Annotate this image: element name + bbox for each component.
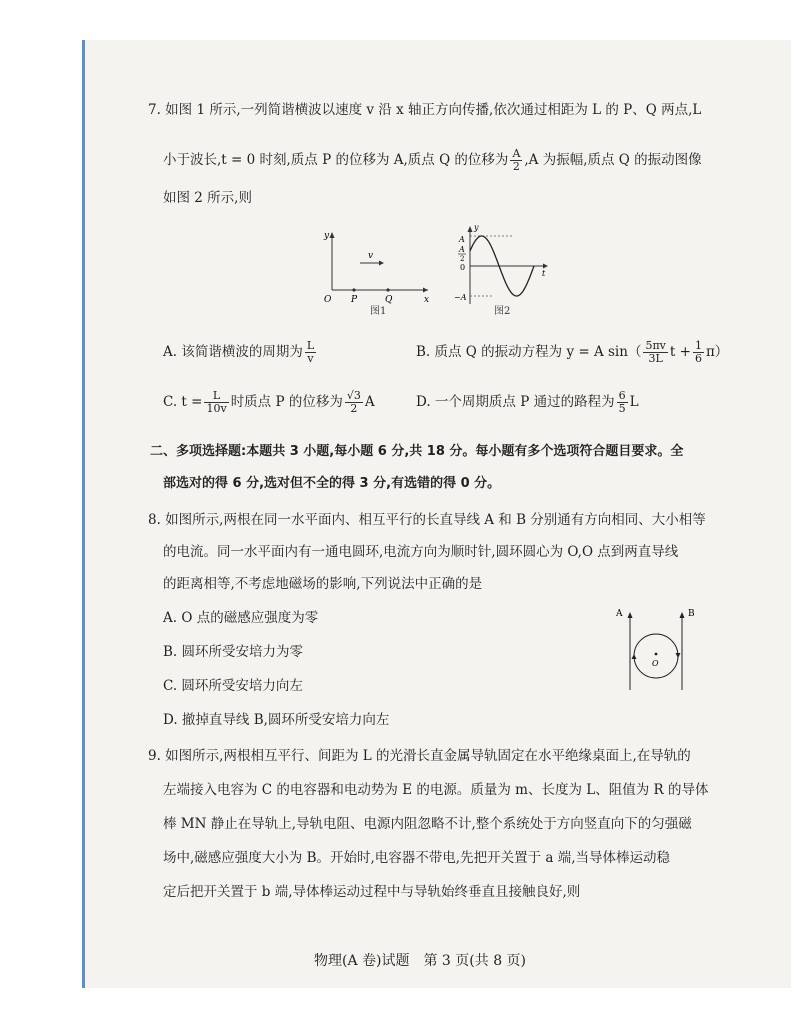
fig2-a-label: A	[459, 235, 465, 244]
q8-option-a: A. O 点的磁感应强度为零	[163, 610, 319, 626]
q8-line2: 的电流。同一水平面内有一通电圆环,电流方向为顺时针,圆环圆心为 O,O 点到两直导线	[163, 544, 679, 560]
option-b-fraction-2: $\frac{1}{6}$	[694, 339, 702, 365]
y-axis-arrow-icon	[468, 226, 473, 232]
fig1-origin-label: O	[324, 295, 332, 305]
q8-option-b: B. 圆环所受安培力为零	[163, 644, 304, 660]
q9-line5: 定后把开关置于 b 端,导体棒运动过程中与导轨始终垂直且接触良好,则	[163, 884, 581, 900]
velocity-arrow-icon	[379, 261, 384, 266]
fig1-x-label: x	[424, 295, 430, 305]
q9-line4: 场中,磁感应强度大小为 B。开始时,电容器不带电,先把开关置于 a 端,当导体棒运动稳	[163, 850, 671, 866]
t-axis-arrow-icon	[543, 264, 548, 269]
option-c-text: C. t =	[163, 394, 203, 410]
fig2-caption: 图2	[494, 306, 511, 317]
q7-fraction-a-half	[510, 148, 522, 173]
q9-line3: 棒 MN 静止在导轨上,导轨电阻、电源内阻忽略不计,整个系统处于方向竖直向下的匀强磁	[163, 816, 692, 832]
q7-option-d: D. 一个周期质点 P 通过的路程为 $\frac{6}{5}$ L	[416, 389, 639, 415]
wire-b-label: B	[688, 609, 695, 619]
option-a-fraction: $\frac{L}{v}$	[306, 339, 315, 365]
wire-b-arrow-icon	[680, 612, 685, 618]
q7-option-c: C. t = $\frac{L}{10v}$ 时质点 P 的位移为 $\frac{√3}{2}$ A	[163, 389, 375, 415]
fig2-t-label: t	[542, 269, 546, 278]
q7-line2-a: 小于波长,t = 0 时刻,质点 P 的位移为 A,质点 Q 的位移为	[163, 152, 509, 168]
q7-line2	[163, 148, 702, 173]
point-p	[352, 288, 355, 291]
current-ring	[634, 634, 678, 678]
q8-option-d: D. 撤掉直导线 B,圆环所受安培力向左	[163, 712, 390, 728]
ring-arrow-right-icon	[676, 653, 681, 658]
fraction-denominator: 2	[512, 160, 520, 173]
section2-line2: 部选对的得 6 分,选对但不全的得 3 分,有选错的得 0 分。	[163, 476, 501, 491]
fig2-a-half-num: A	[459, 245, 465, 254]
center-o-label: O	[652, 659, 659, 668]
q7-line2-b: ,A 为振幅,质点 Q 的振动图像	[524, 152, 702, 168]
fig1-caption: 图1	[370, 306, 387, 317]
fig1-v-label: v	[368, 251, 374, 261]
fig2-zero-label: 0	[460, 263, 466, 272]
option-b-text: B. 质点 Q 的振动方程为 y = A sin（	[416, 344, 642, 360]
option-d-text: D. 一个周期质点 P 通过的路程为	[416, 394, 615, 410]
q7-figure2	[446, 222, 556, 310]
option-a-text: A. 该简谐横波的周期为	[163, 344, 303, 360]
option-b-fraction-1: $\frac{5\pi v}{3L}$	[645, 339, 666, 365]
q8-figure	[612, 604, 706, 696]
q8-option-c: C. 圆环所受安培力向左	[163, 678, 303, 694]
page-footer: 物理(A 卷)试题 第 3 页(共 8 页)	[314, 953, 527, 969]
q7-option-b: B. 质点 Q 的振动方程为 y = A sin（ $\frac{5\pi v}{3L}$ t + $\frac{1}{6}$ π）	[416, 339, 729, 365]
ring-arrow-left-icon	[632, 654, 637, 659]
q7-option-a	[163, 340, 318, 365]
fig2-a-half-den: 2	[460, 255, 465, 263]
option-c-fraction-2: $\frac{√3}{2}$	[346, 389, 361, 415]
wire-a-label: A	[616, 609, 623, 619]
wire-a-arrow-icon	[628, 612, 633, 618]
fig2-y-label: y	[474, 223, 479, 232]
fig1-p-label: P	[351, 295, 358, 305]
point-q	[386, 288, 389, 291]
y-axis-arrow-icon	[330, 232, 335, 238]
fig1-y-label: y	[324, 231, 330, 241]
q9-line2: 左端接入电容为 C 的电容器和电动势为 E 的电源。质量为 m、长度为 L、阻值为 R 的导体	[163, 782, 709, 798]
q9-line1: 9. 如图所示,两根相互平行、间距为 L 的光滑长直金属导轨固定在水平绝缘桌面上,在导轨的	[148, 748, 691, 764]
q8-line1: 8. 如图所示,两根在同一水平面内、相互平行的长直导线 A 和 B 分别通有方向相同、大小相等	[148, 512, 706, 528]
option-c-fraction-1: $\frac{L}{10v}$	[206, 389, 227, 415]
fig1-q-label: Q	[385, 295, 393, 305]
center-o	[655, 653, 658, 656]
q7-line1: 7. 如图 1 所示,一列简谐横波以速度 v 沿 x 轴正方向传播,依次通过相距为 L 的 P、Q 两点,L	[148, 102, 702, 118]
option-d-fraction: $\frac{6}{5}$	[618, 389, 626, 415]
section2-line1: 二、多项选择题:本题共 3 小题,每小题 6 分,共 18 分。每小题有多个选项符合题目要求。全	[150, 444, 684, 459]
fraction-numerator: A	[512, 147, 521, 160]
fig2-neg-a-label: −A	[454, 293, 467, 302]
q7-line3: 如图 2 所示,则	[163, 190, 252, 206]
x-axis-arrow-icon	[423, 288, 428, 293]
q8-line3: 的距离相等,不考虑地磁场的影响,下列说法中正确的是	[163, 576, 483, 592]
